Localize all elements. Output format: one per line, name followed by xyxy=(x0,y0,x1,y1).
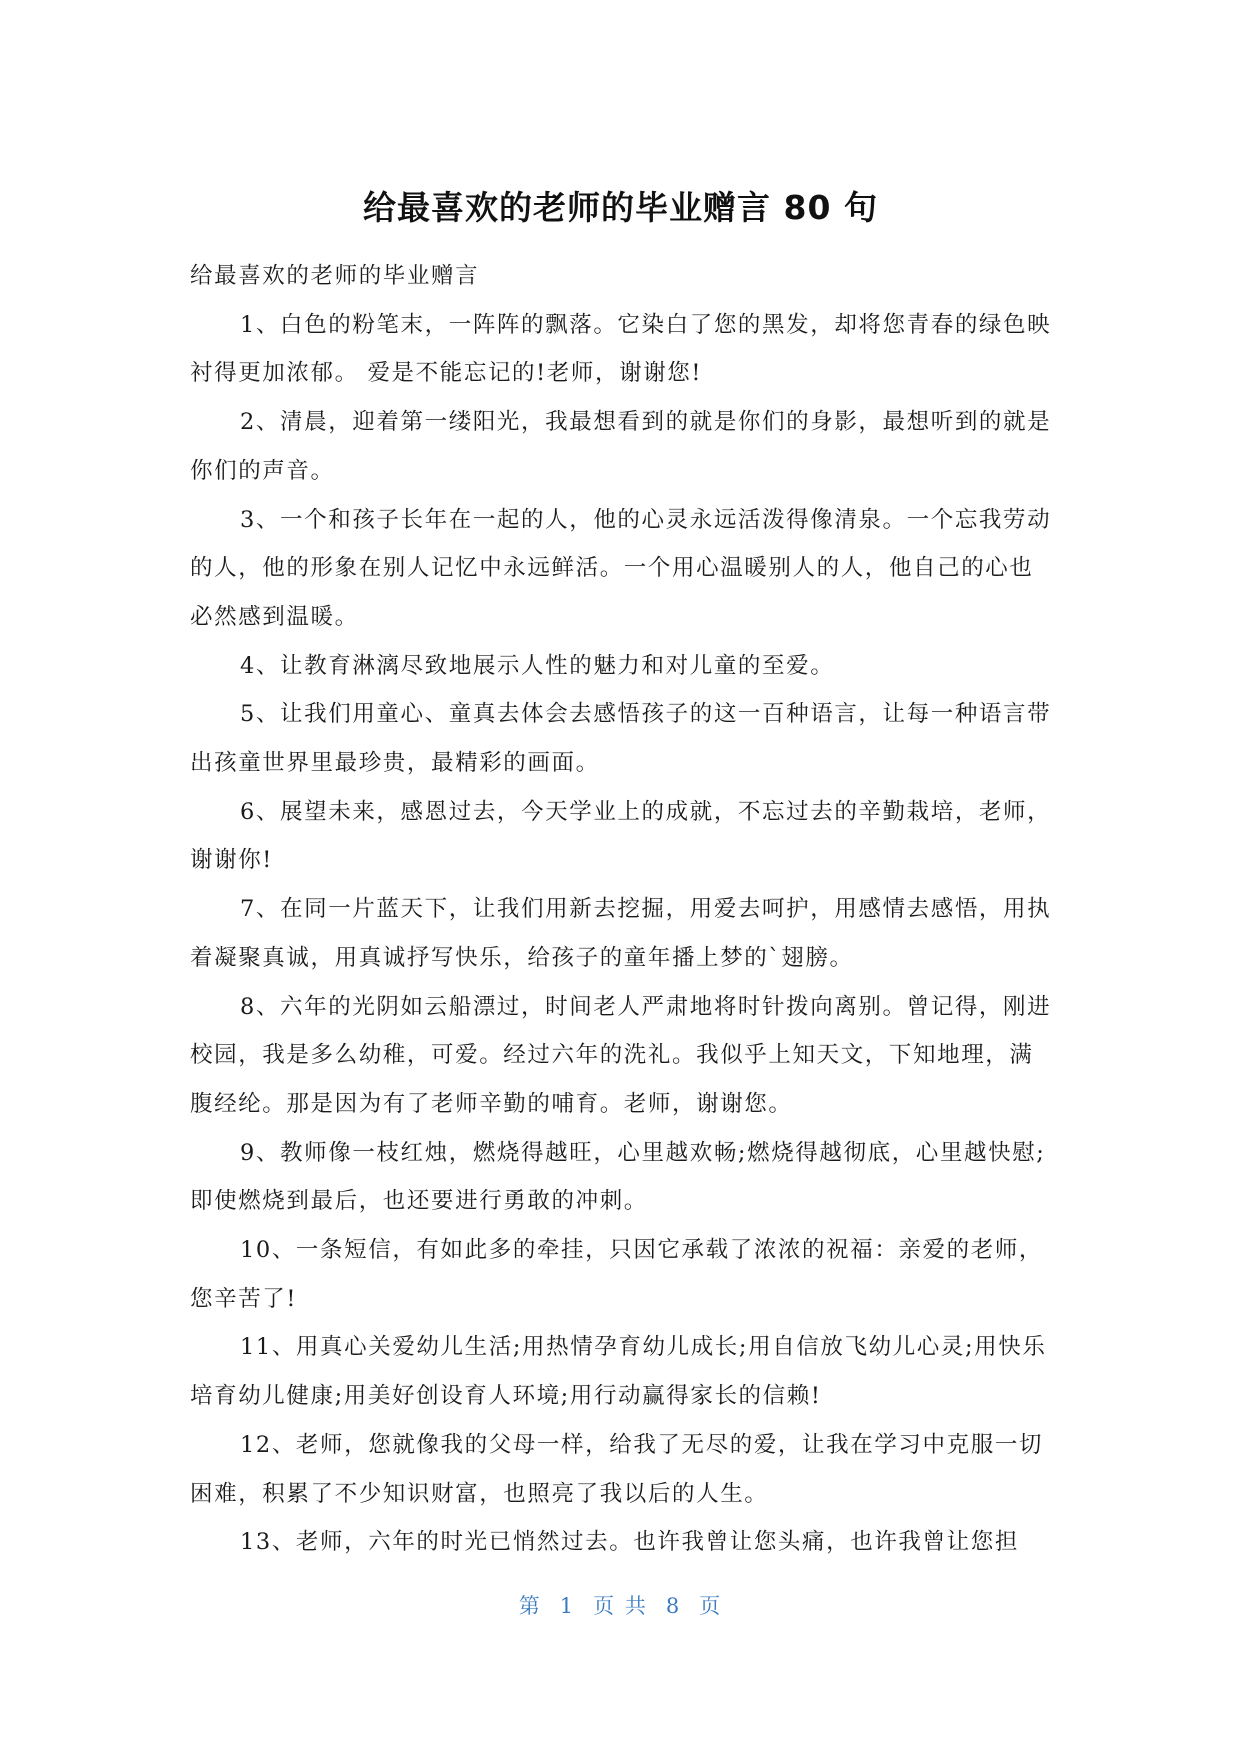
paragraph: 1、白色的粉笔末，一阵阵的飘落。它染白了您的黑发，却将您青春的绿色映衬得更加浓郁。 爱是不能忘记的!老师，谢谢您! xyxy=(190,311,1052,387)
footer-word-page: 第 xyxy=(518,1594,542,1618)
paragraph: 13、老师，六年的时光已悄然过去。也许我曾让您头痛，也许我曾让您担 xyxy=(240,1529,1019,1556)
paragraph: 5、让我们用童心、童真去体会去感悟孩子的这一百种语言，让每一种语言带出孩童世界里最珍贵，最精彩的画面。 xyxy=(190,701,1052,777)
paragraph: 10、一条短信，有如此多的牵挂，只因它承载了浓浓的祝福：亲爱的老师，您辛苦了! xyxy=(190,1237,1044,1312)
footer-total-pages: 8 xyxy=(665,1594,682,1618)
footer-current-page: 1 xyxy=(559,1594,576,1618)
paragraph: 11、用真心关爱幼儿生活;用热情孕育幼儿成长;用自信放飞幼儿心灵;用快乐培育幼儿健康;用美好创设育人环境;用行动赢得家长的信赖! xyxy=(190,1334,1047,1410)
paragraph: 6、展望未来，感恩过去，今天学业上的成就，不忘过去的辛勤栽培，老师，谢谢你! xyxy=(190,798,1052,874)
footer-word-page-end: 页 xyxy=(699,1594,723,1618)
document-subtitle: 给最喜欢的老师的毕业赠言 xyxy=(190,263,480,289)
document-title: 给最喜欢的老师的毕业赠言 80 句 xyxy=(363,188,878,227)
paragraph: 3、一个和孩子长年在一起的人，他的心灵永远活泼得像清泉。一个忘我劳动的人，他的形象在别人记忆中永远鲜活。一个用心温暖别人的人，他自己的心也必然感到温暖。 xyxy=(190,506,1052,630)
page-footer xyxy=(0,1590,1241,1620)
paragraph: 7、在同一片蓝天下，让我们用新去挖掘，用爱去呵护，用感情去感悟，用执着凝聚真诚，用真诚抒写快乐，给孩子的童年播上梦的`翅膀。 xyxy=(190,896,1052,971)
paragraph: 12、老师，您就像我的父母一样，给我了无尽的爱，让我在学习中克服一切困难，积累了不少知识财富，也照亮了我以后的人生。 xyxy=(190,1431,1044,1507)
paragraph: 2、清晨，迎着第一缕阳光，我最想看到的就是你们的身影，最想听到的就是你们的声音。 xyxy=(190,409,1052,484)
paragraph: 4、让教育淋漓尽致地展示人性的魅力和对儿童的至爱。 xyxy=(240,652,835,679)
paragraph: 8、六年的光阴如云船漂过，时间老人严肃地将时针拨向离别。曾记得，刚进校园，我是多么幼稚，可爱。经过六年的洗礼。我似乎上知天文，下知地理，满腹经纶。那是因为有了老师辛勤的哺育。老师，谢谢您。 xyxy=(190,993,1052,1117)
document-body xyxy=(190,252,1056,1567)
paragraph: 9、教师像一枝红烛，燃烧得越旺，心里越欢畅;燃烧得越彻底，心里越快慰;即使燃烧到最后，也还要进行勇敢的冲刺。 xyxy=(190,1139,1046,1215)
footer-word-page-total: 页 共 xyxy=(593,1594,648,1618)
